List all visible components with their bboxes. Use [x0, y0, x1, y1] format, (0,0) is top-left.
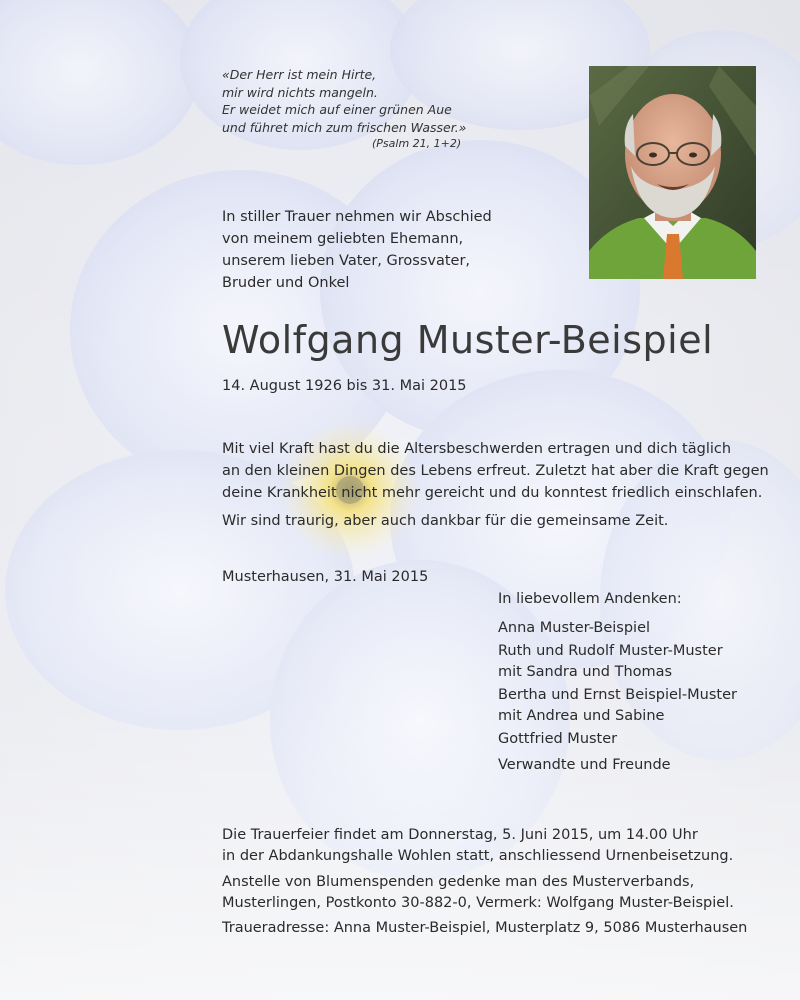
mourner-entry: [498, 685, 737, 727]
message-line: deine Krankheit nicht mehr gereicht und du konntest friedlich einschlafen.: [222, 485, 763, 501]
donation-line: Musterlingen, Postkonto 30-882-0, Vermerk: Wolfgang Muster-Beispiel.: [222, 895, 734, 911]
intro-line: von meinem geliebten Ehemann,: [222, 231, 464, 247]
ceremony-info: [222, 825, 733, 867]
mourner-line: Anna Muster-Beispiel: [498, 620, 651, 636]
deceased-name: Wolfgang Muster-Beispiel: [222, 318, 714, 362]
quote-source: (Psalm 21, 1+2): [372, 137, 462, 150]
ceremony-line: Die Trauerfeier findet am Donnerstag, 5. Juni 2015, um 14.00 Uhr: [222, 827, 698, 843]
quote-line: «Der Herr ist mein Hirte,: [222, 67, 377, 82]
portrait-photo: [589, 66, 756, 279]
quote-line: und führet mich zum frischen Wasser.»: [222, 119, 467, 135]
mourner-line: mit Sandra und Thomas: [498, 664, 673, 680]
intro-line: In stiller Trauer nehmen wir Abschied: [222, 209, 492, 225]
mourner-line: Ruth und Rudolf Muster-Muster: [498, 643, 723, 659]
mourner-line: Bertha und Ernst Beispiel-Muster: [498, 687, 737, 703]
bible-quote: [222, 66, 466, 136]
message-closing: Wir sind traurig, aber auch dankbar für die gemeinsame Zeit.: [222, 513, 669, 529]
intro-line: unserem lieben Vater, Grossvater,: [222, 253, 471, 269]
mourner-entry: [498, 641, 723, 683]
message-line: Mit viel Kraft hast du die Altersbeschwerden ertragen und dich täglich: [222, 441, 732, 457]
mourner-line: mit Andrea und Sabine: [498, 708, 665, 724]
donation-line: Anstelle von Blumenspenden gedenke man des Musterverbands,: [222, 874, 695, 890]
intro-text: [222, 206, 492, 294]
ceremony-line: in der Abdankungshalle Wohlen statt, anschliessend Urnenbeisetzung.: [222, 848, 734, 864]
quote-line: Er weidet mich auf einer grünen Aue: [222, 102, 452, 117]
mourner-entry: [498, 755, 671, 776]
mourner-line: Verwandte und Freunde: [498, 757, 671, 773]
mourning-address: Traueradresse: Anna Muster-Beispiel, Musterplatz 9, 5086 Musterhausen: [222, 920, 748, 936]
place-date: Musterhausen, 31. Mai 2015: [222, 569, 429, 585]
mourner-line: Gottfried Muster: [498, 731, 618, 747]
message-line: an den kleinen Dingen des Lebens erfreut. Zuletzt hat aber die Kraft gegen: [222, 463, 769, 479]
mourners-heading: In liebevollem Andenken:: [498, 591, 682, 607]
intro-line: Bruder und Onkel: [222, 275, 350, 291]
message-paragraph: [222, 438, 769, 504]
quote-line: mir wird nichts mangeln.: [222, 84, 378, 100]
mourner-entry: [498, 729, 617, 750]
donation-info: [222, 872, 734, 914]
mourner-entry: [498, 618, 650, 639]
life-dates: 14. August 1926 bis 31. Mai 2015: [222, 378, 467, 394]
